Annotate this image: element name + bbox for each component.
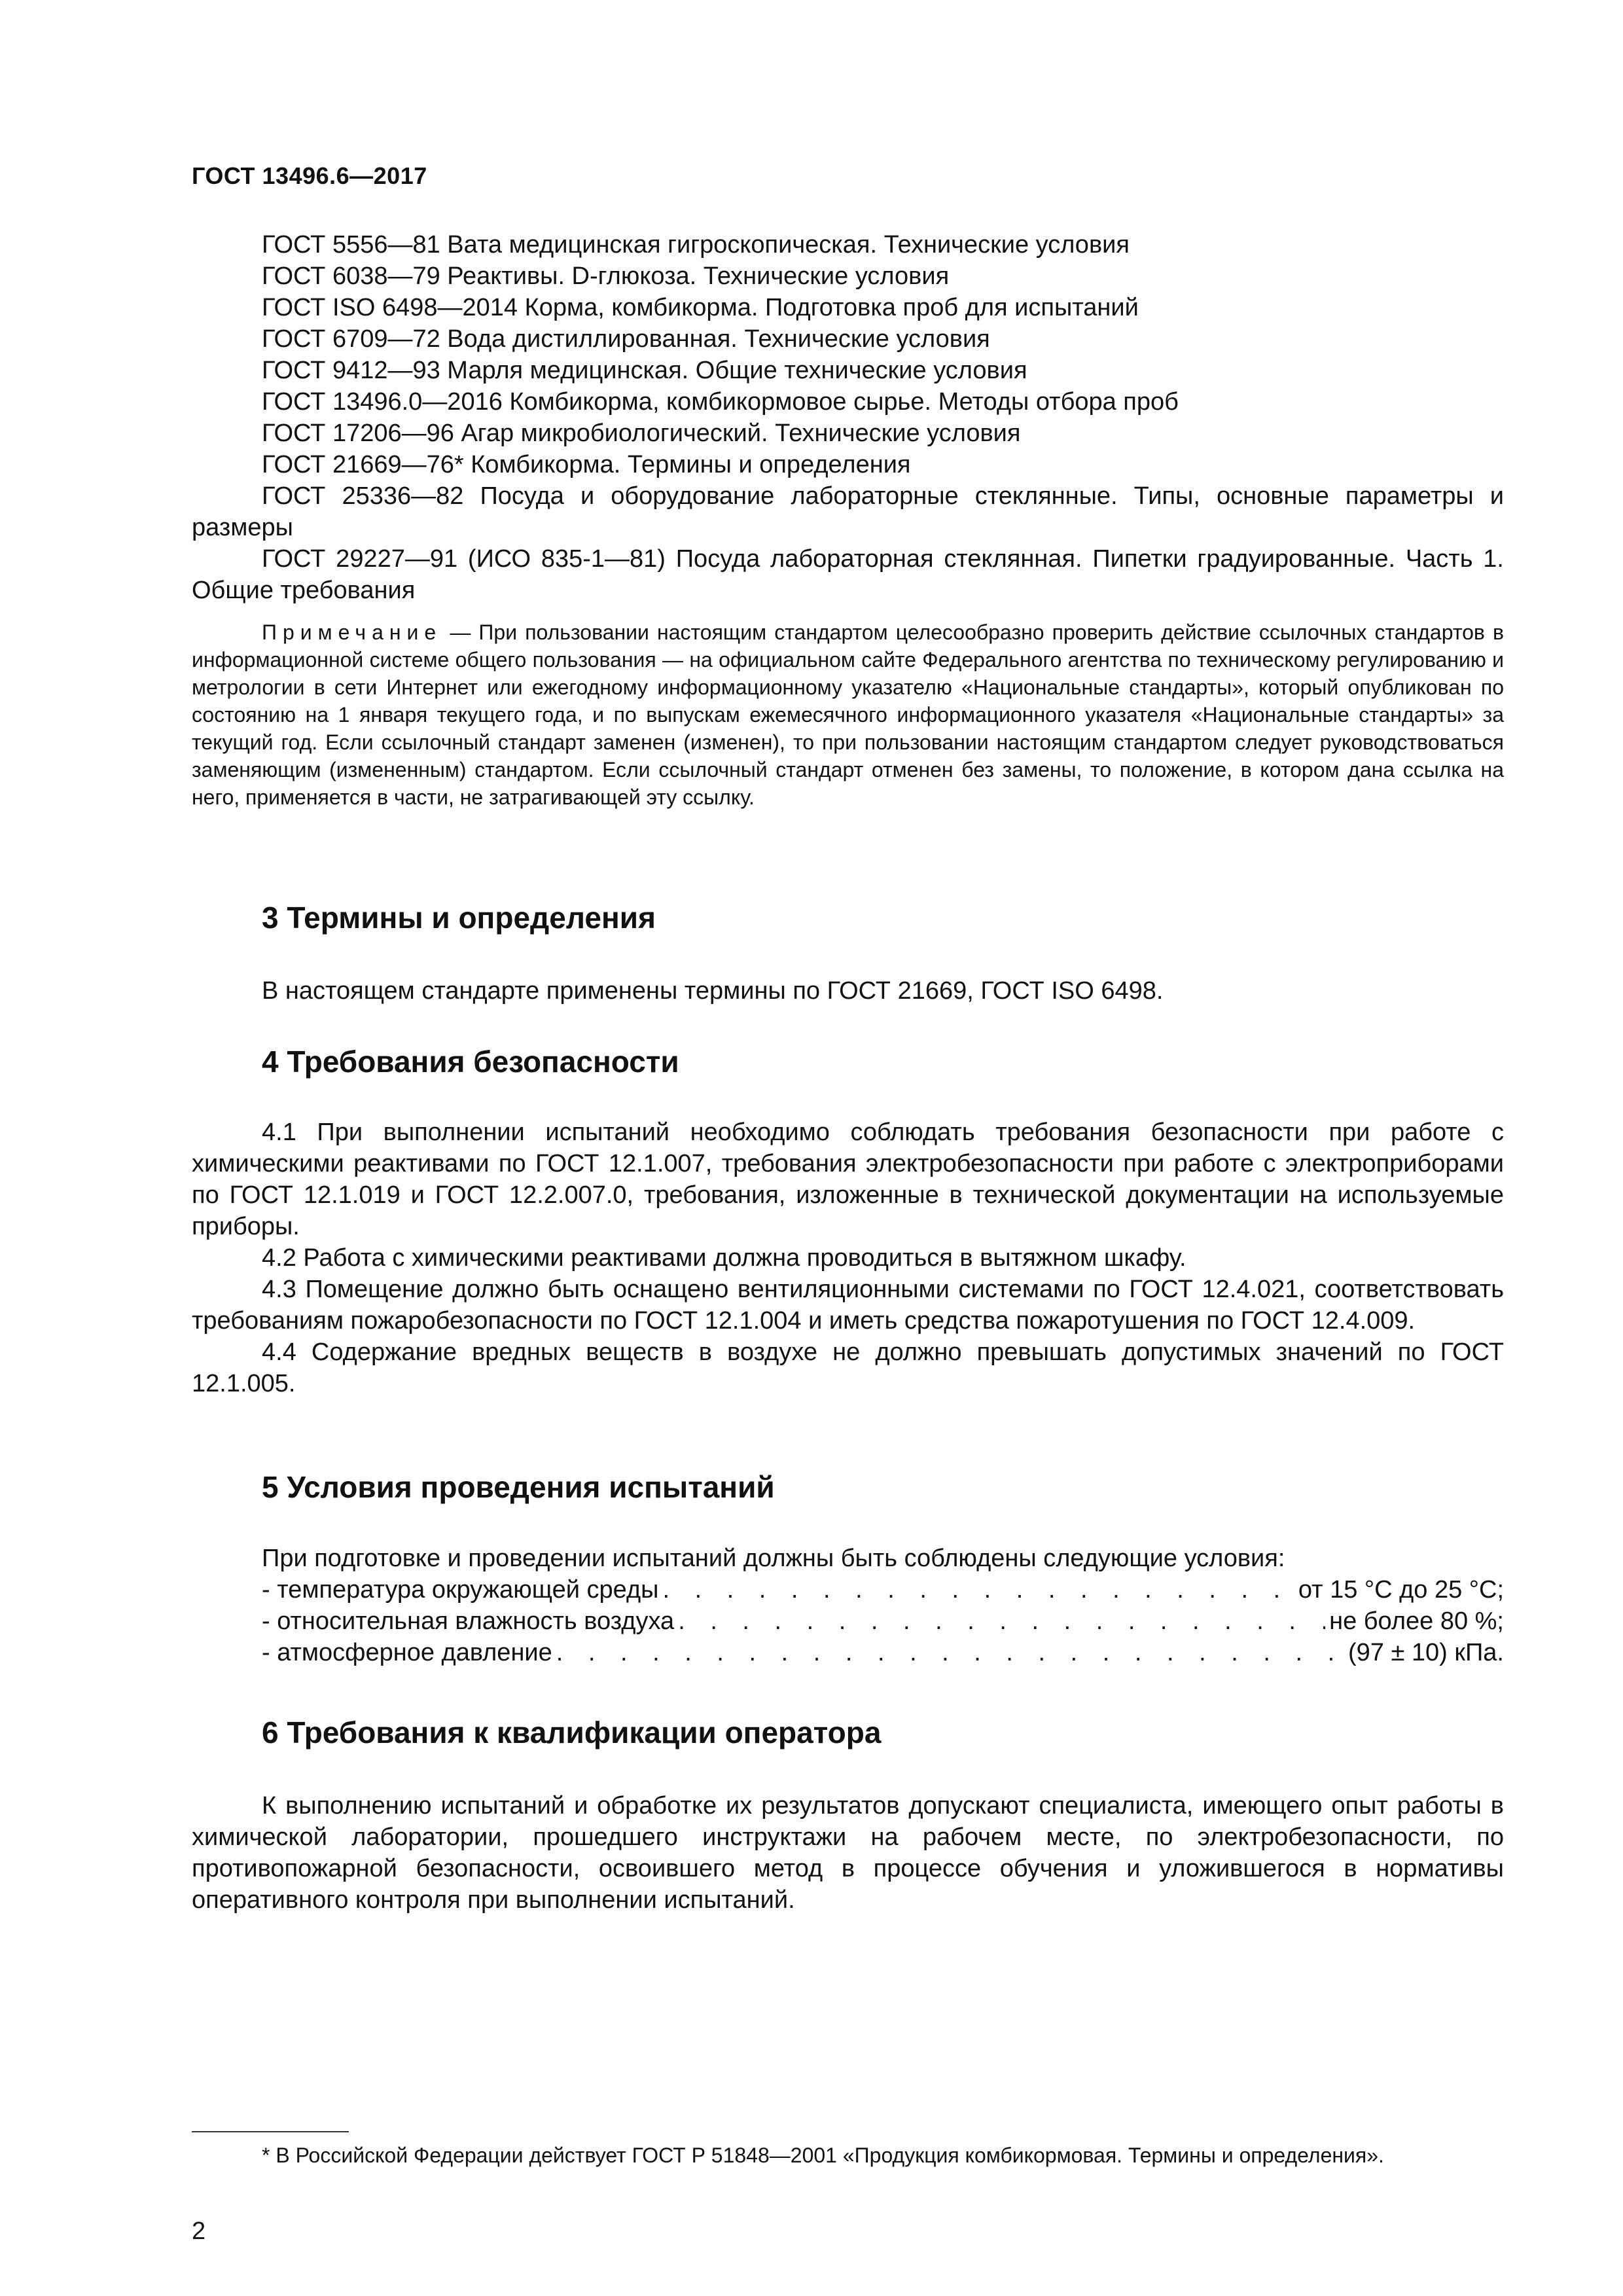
reference-item: ГОСТ 21669—76* Комбикорма. Термины и определения (262, 451, 911, 478)
section-5-body (192, 1543, 1504, 1668)
reference-item: ГОСТ 29227—91 (ИСО 835-1—81) Посуда лабораторная стеклянная. Пипетки градуированные. Часть 1. Общие требования (192, 545, 1504, 604)
paragraph-4-4: 4.4 Содержание вредных веществ в воздухе не должно превышать допустимых значений по ГОСТ 12.1.005. (192, 1338, 1504, 1397)
condition-label: - атмосферное давление (262, 1639, 552, 1666)
reference-item: ГОСТ 17206—96 Агар микробиологический. Технические условия (262, 420, 1021, 447)
footnote: * В Российской Федерации действует ГОСТ Р 51848—2001 «Продукция комбикормовая. Термины и определения». (262, 2144, 1384, 2167)
section-5-intro: При подготовке и проведении испытаний должны быть соблюдены следующие условия: (262, 1545, 1285, 1572)
paragraph-4-3: 4.3 Помещение должно быть оснащено вентиляционными системами по ГОСТ 12.4.021, соответствовать требованиям пожаробезопасности по ГОСТ 12.1.004 и иметь средства пожаротушения по ГОСТ 12.4.009. (192, 1276, 1504, 1335)
section-3-title: 3 Термины и определения (262, 901, 656, 935)
leader-dots (556, 1637, 1344, 1668)
reference-item: ГОСТ 13496.0—2016 Комбикорма, комбикормовое сырье. Методы отбора проб (262, 388, 1179, 416)
document-header: ГОСТ 13496.6—2017 (192, 162, 427, 189)
section-3-body (192, 975, 1504, 1007)
section-6-title: 6 Требования к квалификации оператора (262, 1715, 882, 1749)
condition-value: (97 ± 10) кПа. (1347, 1639, 1504, 1666)
note-paragraph (192, 619, 1504, 811)
paragraph-4-1: 4.1 При выполнении испытаний необходимо соблюдать требования безопасности при работе с химическими реактивами по ГОСТ 12.1.007, требования электробезопасности при работе с электроприборами по ГОСТ 12.1.019 и ГОСТ 12.2.007.0, требования, изложенные в технической документации на используемые приборы. (192, 1119, 1504, 1240)
reference-item: ГОСТ 25336—82 Посуда и оборудование лабораторные стеклянные. Типы, основные параметры и размеры (192, 482, 1504, 541)
footnote-divider (192, 2131, 349, 2132)
reference-item: ГОСТ 9412—93 Марля медицинская. Общие технические условия (262, 357, 1027, 384)
condition-label: - относительная влажность воздуха (262, 1607, 675, 1635)
leader-dots (662, 1574, 1294, 1605)
reference-item: ГОСТ 6038—79 Реактивы. D-глюкоза. Технические условия (262, 262, 950, 290)
paragraph-4-2: 4.2 Работа с химическими реактивами должна проводиться в вытяжном шкафу. (262, 1244, 1186, 1272)
note-text: — При пользовании настоящим стандартом целесообразно проверить действие ссылочных стандартов в информационной системе общего пользования — на официальном сайте Федерального агентства по техническому регулированию и метрологии в сети Интернет или ежегодному информационному указателю «Национальные стандарты», который опубликован по состоянию на 1 января текущего года, и по выпускам ежемесячного информационного указателя «Национальные стандарты» за текущий год. Если ссылочный стандарт заменен (изменен), то при пользовании настоящим стандартом следует руководствоваться заменяющим (измененным) стандартом. Если ссылочный стандарт отменен без замены, то положение, в котором дана ссылка на него, применяется в части, не затрагивающей эту ссылку. (192, 620, 1505, 809)
reference-item: ГОСТ 5556—81 Вата медицинская гигроскопическая. Технические условия (262, 231, 1130, 259)
page-number: 2 (192, 2217, 206, 2245)
normative-references-list (192, 229, 1504, 606)
condition-row (192, 1574, 1504, 1605)
condition-value: не более 80 %; (1329, 1607, 1504, 1635)
condition-row (192, 1605, 1504, 1637)
reference-item: ГОСТ 6709—72 Вода дистиллированная. Технические условия (262, 325, 990, 353)
section-6-text: К выполнению испытаний и обработке их результатов допускают специалиста, имеющего опыт работы в химической лаборатории, прошедшего инструктажи на рабочем месте, по электробезопасности, по противопожарной безопасности, освоившего метод в процессе обучения и уложившегося в нормативы оперативного контроля при выполнении испытаний. (192, 1792, 1504, 1914)
section-5-title: 5 Условия проведения испытаний (262, 1470, 775, 1504)
section-6-body (192, 1790, 1504, 1916)
section-4-title: 4 Требования безопасности (262, 1045, 679, 1079)
condition-row (192, 1637, 1504, 1668)
condition-value: от 15 °С до 25 °С; (1298, 1576, 1504, 1604)
leader-dots (678, 1605, 1325, 1637)
section-3-text: В настоящем стандарте применены термины по ГОСТ 21669, ГОСТ ISO 6498. (262, 977, 1164, 1005)
section-4-body (192, 1117, 1504, 1399)
condition-label: - температура окружающей среды (262, 1576, 659, 1604)
reference-item: ГОСТ ISO 6498—2014 Корма, комбикорма. Подготовка проб для испытаний (262, 294, 1139, 321)
note-label: Примечание (262, 620, 442, 644)
